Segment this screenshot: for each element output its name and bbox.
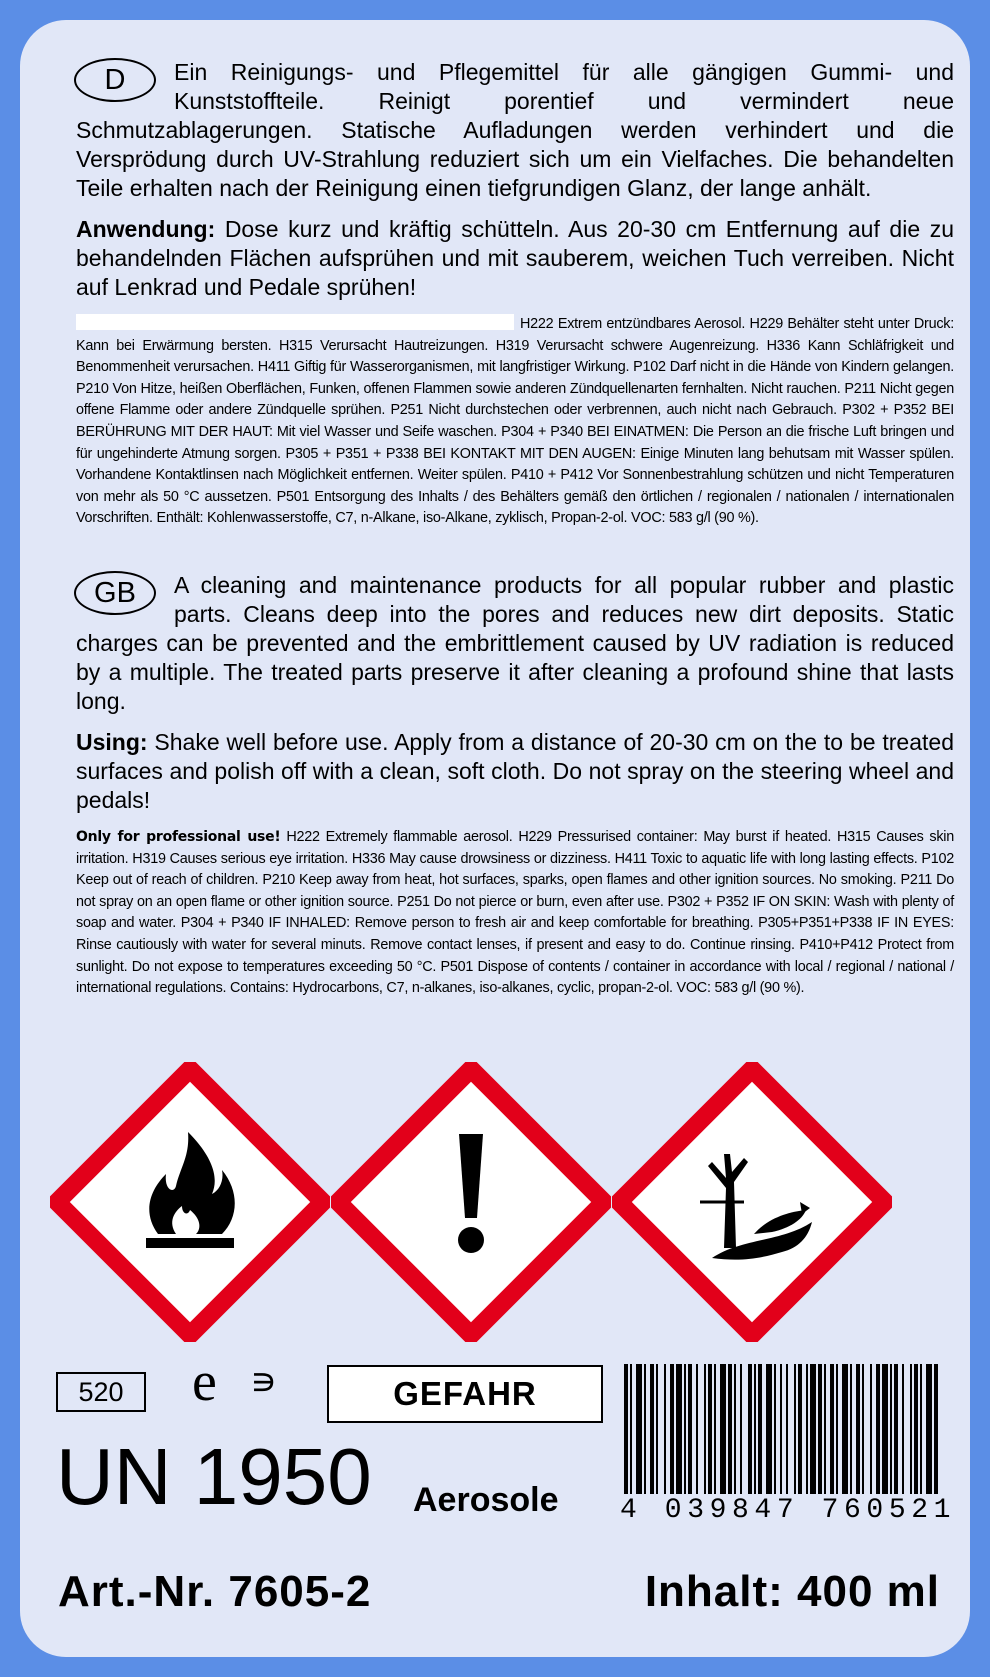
barcode-bar [830,1364,834,1494]
english-hazard-text: H222 Extremely flammable aerosol. H229 Pressurised container: May burst if heated. H315 Causes skin irritation. H319 Causes serious eye irritation. H336 May cause drowsiness or dizziness. H411 Toxic to aquatic life with long lasting effects. P102 Keep out of reach of children. P210 Keep away from heat, hot surfaces, sparks, open flames and other ignition sources. No smoking. P211 Do not spray on an open flame or other ignition source. P251 Do not pierce or burn, even after use. P302 + P352 IF ON SKIN: Wash with plenty of soap and water. P304 + P340 IF INHALED: Remove person to fresh air and keep comfortable for breathing. P305+P351+P338 IF IN EYES: Rinse cautiously with water for several minuts. Remove contact lenses, if present and easy to do. Continue rinsing. P410+P412 Protect from sunlight. Do not expose to temperatures exceeding 50 °C. P501 Dispose of contents / container in accordance with local / regional / national / international regulations. Contains: Hydrocarbons, C7, n-alkanes, iso-alkanes, cyclic, propan-2-ol. VOC: 583 g/l (90 %). [76,829,954,997]
barcode-bar [842,1364,848,1494]
nominal-quantity-box: 520 [56,1372,146,1412]
reverse-epsilon-icon: ∍ [250,1361,278,1403]
barcode-bar [670,1364,674,1494]
barcode-bar [644,1364,646,1494]
german-usage [76,215,954,302]
barcode-bar [758,1364,762,1494]
barcode-bar [910,1364,912,1494]
barcode-bar [806,1364,808,1494]
barcode-bar [794,1364,796,1494]
barcode-bar [798,1364,802,1494]
german-intro: Ein Reinigungs- und Pflegemittel für alle gängigen Gummi- und Kunststoffteile. Reinigt porentief und vermindert neue Schmutzablagerungen. Statische Aufladungen werden verhindert und die Versprödung durch UV-Strahlung reduziert sich um ein Vielfaches. Die behandelten Teile erhalten nach der Reinigung einen tiefgrundigen Glanz, der lange anhält. [76,59,954,201]
barcode-bar [856,1364,860,1494]
barcode-bar [766,1364,772,1494]
barcode-bar [914,1364,918,1494]
barcode-bar [734,1364,736,1494]
barcode-bar [676,1364,682,1494]
barcode-bar [920,1364,922,1494]
product-label [20,20,970,1657]
un-class: Aerosole [413,1481,559,1519]
barcode-bar [728,1364,732,1494]
blank-label-strip [76,314,514,330]
barcode-bar [664,1364,666,1494]
german-hazard-statements [76,314,954,530]
english-hazard-statements [76,827,954,1000]
german-usage-text: Dose kurz und kräftig schütteln. Aus 20-30 cm Entfernung auf die zu behandelnden Flächen aufsprühen und mit sauberem, weichen Tuch verreiben. Nicht auf Lenkrad und Pedale sprühen! [76,216,954,300]
barcode-bar [720,1364,726,1494]
barcode-bar [882,1364,888,1494]
un-number: UN 1950 [56,1432,372,1521]
article-number: Art.-Nr. 7605-2 [58,1567,372,1616]
barcode-bar [704,1364,706,1494]
exclamation-mark-icon [331,1062,611,1342]
barcode-bar [688,1364,692,1494]
barcode-bar [714,1364,716,1494]
barcode-bar [656,1364,658,1494]
english-section [76,571,954,1000]
english-usage-label: Using: [76,729,148,755]
barcode-bar [894,1364,898,1494]
barcode-bar [636,1364,642,1494]
barcode-bar [824,1364,826,1494]
barcode-digits: 4 039847 760521 [620,1495,957,1526]
barcode-bar [630,1364,632,1494]
barcode-bar [890,1364,892,1494]
german-section [76,58,954,530]
barcode-bar [650,1364,654,1494]
barcode-bar [754,1364,756,1494]
signal-word: GEFAHR [327,1365,603,1423]
barcode-bar [926,1364,932,1494]
barcode-bar [786,1364,788,1494]
barcode-bar [780,1364,782,1494]
barcode-bar [850,1364,852,1494]
ean13-barcode-icon [620,1364,940,1514]
barcode-bar [684,1364,686,1494]
barcode-bar [870,1364,872,1494]
language-badge-gb: GB [74,571,156,615]
barcode-bar [624,1364,628,1494]
barcode-bar [774,1364,776,1494]
german-hazard-text: H222 Extrem entzündbares Aerosol. H229 Behälter steht unter Druck: Kann bei Erwärmung bersten. H315 Verursacht Hautreizungen. H319 Verursacht schwere Augenreizung. H336 Kann Schläfrigkeit und Benommenheit verursachen. H411 Giftig für Wasserorganismen, mit langfristiger Wirkung. P102 Darf nicht in die Hände von Kindern gelangen. P210 Von Hitze, heißen Oberflächen, Funken, offenen Flammen sowie anderen Zündquellenarten fernhalten. Nicht rauchen. P211 Nicht gegen offene Flamme oder andere Zündquelle sprühen. P251 Nicht durchstechen oder verbrennen, auch nicht nach Gebrauch. P302 + P352 BEI BERÜHRUNG MIT DER HAUT: Mit viel Wasser und Seife waschen. P304 + P340 BEI EINATMEN: Die Person an die frische Luft bringen und für ungehinderte Atmung sorgen. P305 + P351 + P338 BEI KONTAKT MIT DEN AUGEN: Einige Minuten lang behutsam mit Wasser spülen. Vorhandene Kontaktlinsen nach Möglichkeit entfernen. Weiter spülen. P410 + P412 Vor Sonnenbestrahlung schützen und nicht Temperaturen von mehr als 50 °C aussetzen. P501 Entsorgung des Inhalts / des Behälters gemäß den örtlichen / regionalen / nationalen / internationalen Vorschriften. Enthält: Kohlenwasserstoffe, C7, n-Alkane, iso-Alkane, zyklisch, Propan-2-ol. VOC: 583 g/l (90 %). [76,316,954,527]
barcode-bar [708,1364,712,1494]
flame-icon [50,1062,330,1342]
environment-hazard-icon [612,1062,892,1342]
german-usage-label: Anwendung: [76,216,216,242]
barcode-bar [876,1364,880,1494]
professional-use-label: Only for professional use! [76,829,281,845]
language-badge-de: D [74,58,156,102]
barcode-bar [748,1364,752,1494]
e-mark-icon: e [192,1351,217,1413]
barcode-bar [862,1364,864,1494]
english-usage-text: Shake well before use. Apply from a distance of 20-30 cm on the to be treated surfaces and polish off with a clean, soft cloth. Do not spray on the steering wheel and pedals! [76,729,954,813]
barcode-bar [902,1364,904,1494]
barcode-bar [810,1364,816,1494]
english-intro: A cleaning and maintenance products for all popular rubber and plastic parts. Cleans deep into the pores and reduces new dirt deposits. Static charges can be prevented and the embrittlement caused by UV radiation is reduced by a multiple. The treated parts preserve it after cleaning a profound shine that lasts long. [76,572,954,714]
barcode-bar [836,1364,838,1494]
barcode-bar [740,1364,742,1494]
barcode-bar [818,1364,822,1494]
barcode-bar [696,1364,698,1494]
ghs-pictograms [20,1064,970,1334]
content-volume: Inhalt: 400 ml [644,1567,940,1616]
barcode-bar [934,1364,938,1494]
english-usage [76,728,954,815]
